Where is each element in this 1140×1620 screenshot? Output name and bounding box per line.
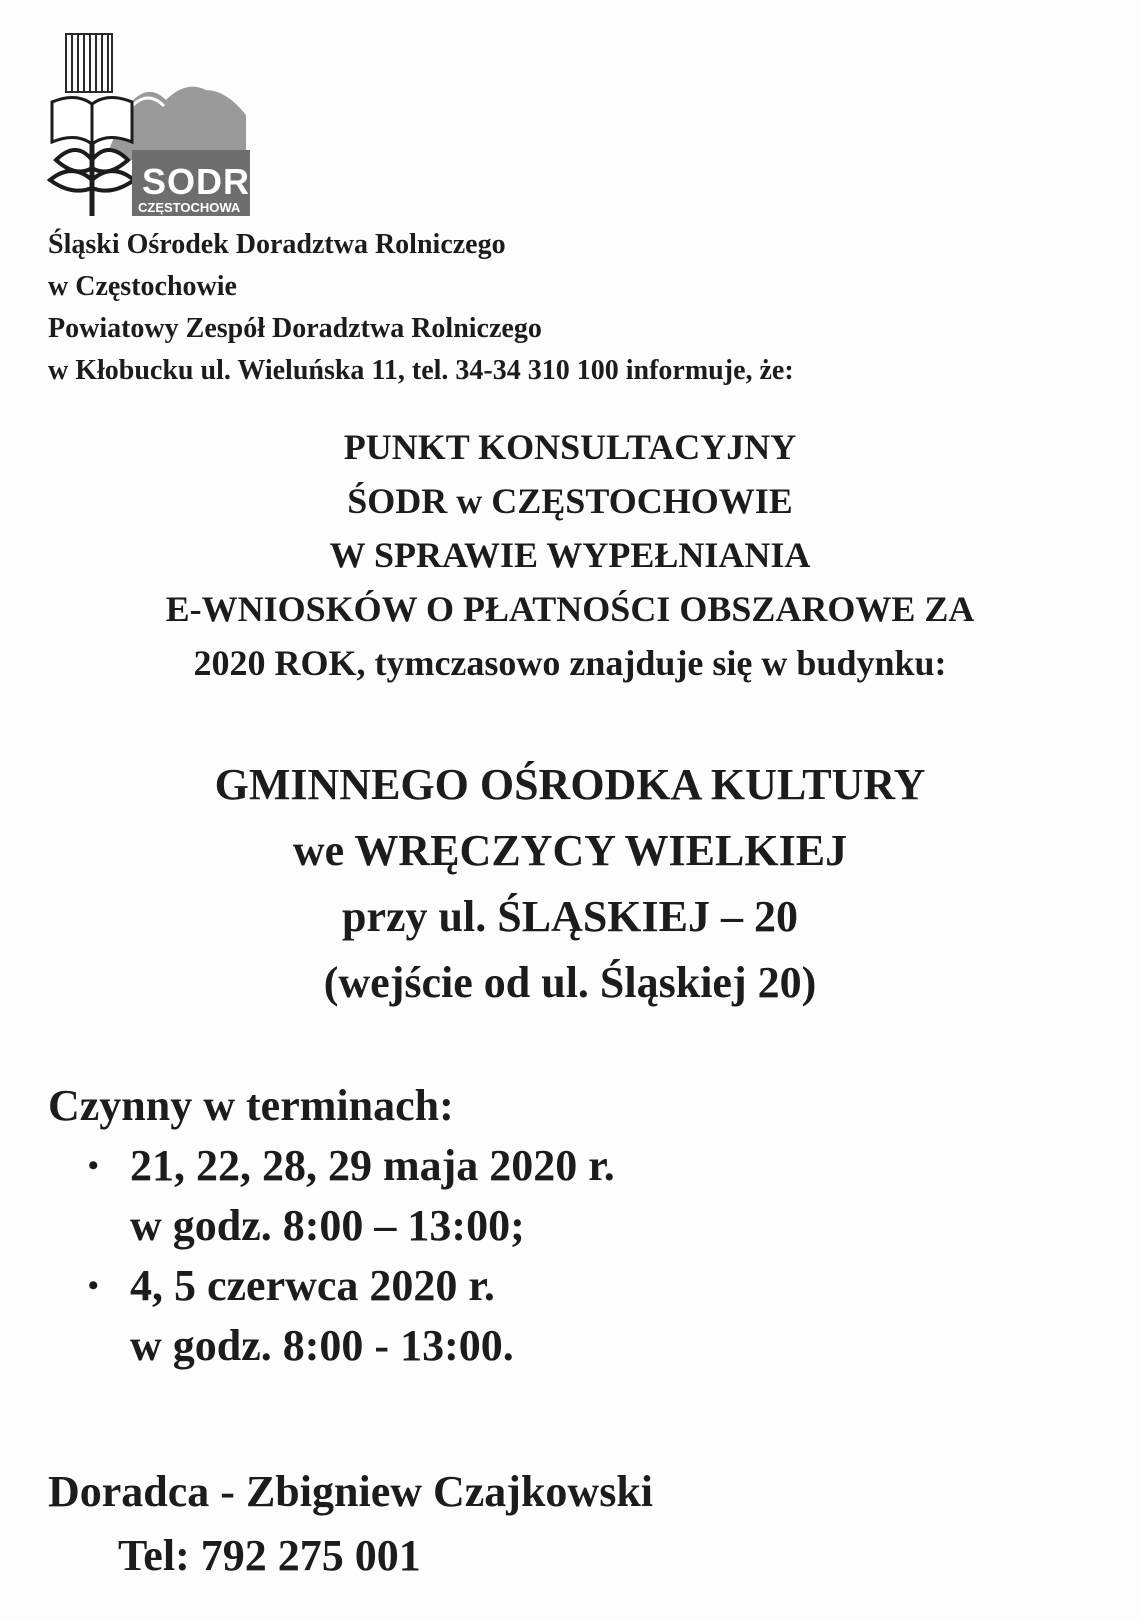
header-line-4: w Kłobucku ul. Wieluńska 11, tel. 34-34 310 100 informuje, że: [48, 355, 794, 386]
header-line-1: Śląski Ośrodek Doradztwa Rolniczego [48, 229, 506, 260]
header-line-3: Powiatowy Zespół Doradztwa Rolniczego [48, 313, 542, 344]
venue-line-1: GMINNEGO OŚRODKA KULTURY [214, 760, 926, 809]
title-line-3: W SPRAWIE WYPEŁNIANIA [329, 535, 811, 575]
venue-line-3: przy ul. ŚLĄSKIEJ – 20 [342, 892, 798, 941]
venue-address [0, 752, 1140, 1016]
sodr-logo [46, 30, 256, 220]
bullet-icon: • [88, 1269, 99, 1302]
bullet-icon: • [88, 1149, 99, 1182]
list-item [48, 1136, 615, 1256]
venue-line-2: we WRĘCZYCY WIELKIEJ [292, 826, 848, 875]
advisor-name: Doradca - Zbigniew Czajkowski [48, 1467, 654, 1516]
venue-line-4: (wejście od ul. Śląskiej 20) [323, 958, 817, 1007]
organization-header [48, 224, 794, 392]
sodr-logo-icon [46, 30, 256, 220]
announcement-title [0, 420, 1140, 690]
header-line-2: w Częstochowie [48, 271, 237, 302]
schedule-hours: w godz. 8:00 – 13:00; [130, 1201, 525, 1250]
date-list [48, 1136, 615, 1376]
schedule-section [48, 1076, 615, 1376]
contact-section [48, 1460, 653, 1588]
schedule-dates: 21, 22, 28, 29 maja 2020 r. [130, 1141, 615, 1190]
schedule-hours: w godz. 8:00 - 13:00. [130, 1321, 514, 1370]
schedule-dates: 4, 5 czerwca 2020 r. [130, 1261, 495, 1310]
title-line-5: 2020 ROK, tymczasowo znajduje się w budynku: [193, 643, 947, 683]
title-line-1: PUNKT KONSULTACYJNY [343, 427, 797, 467]
title-line-4: E-WNIOSKÓW O PŁATNOŚCI OBSZAROWE ZA [165, 589, 975, 629]
title-line-2: ŚODR w CZĘSTOCHOWIE [347, 481, 793, 521]
list-item [48, 1256, 615, 1376]
schedule-heading: Czynny w terminach: [48, 1081, 454, 1130]
logo-subtext: CZĘSTOCHOWA [138, 200, 241, 215]
logo-text: SODR [142, 161, 251, 202]
advisor-phone: Tel: 792 275 001 [118, 1531, 421, 1580]
